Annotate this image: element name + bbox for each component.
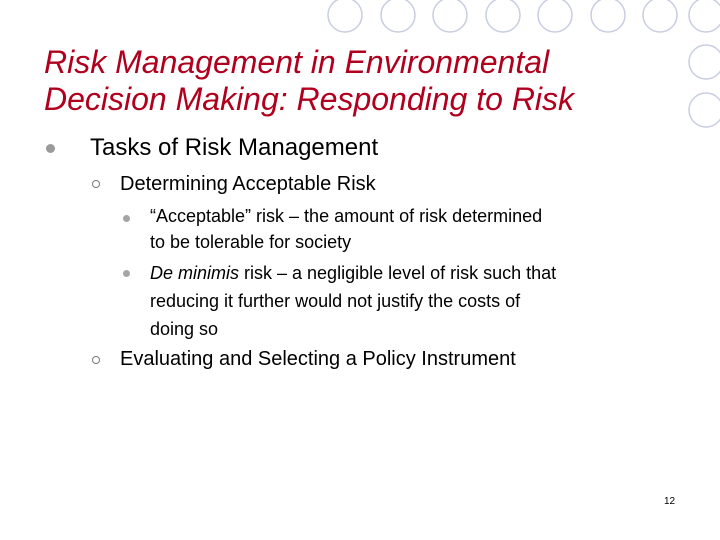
term-de-minimis: De minimis <box>150 263 240 283</box>
sub-bullet-determining-acceptable-risk: Determining Acceptable Risk <box>120 173 376 195</box>
bullet-tasks-of-risk-management: Tasks of Risk Management <box>90 134 379 161</box>
small-bullet-dot-icon <box>123 215 130 222</box>
hollow-bullet-icon <box>92 356 100 364</box>
definition-line <box>150 259 710 287</box>
definition-text: risk – a negligible level of risk such that <box>239 263 557 283</box>
deco-circle <box>328 0 362 32</box>
definition-line: to be tolerable for society <box>150 232 352 252</box>
deco-circle <box>538 0 572 32</box>
hollow-bullet-icon <box>92 180 100 188</box>
bullet-dot-icon <box>46 144 55 153</box>
title-line-1: Risk Management in Environmental <box>44 44 550 80</box>
deco-circle <box>381 0 415 32</box>
deco-circle <box>591 0 625 32</box>
definition-line: “Acceptable” risk – the amount of risk determined <box>150 206 543 226</box>
page-number: 12 <box>664 496 676 507</box>
deco-circle <box>486 0 520 32</box>
deco-circle <box>689 0 720 32</box>
title-line-2: Decision Making: Responding to Risk <box>44 81 575 117</box>
deco-circle <box>433 0 467 32</box>
sub-bullet-evaluating-policy-instrument: Evaluating and Selecting a Policy Instrument <box>120 348 516 370</box>
definition-acceptable-risk <box>150 203 710 255</box>
definition-line: doing so <box>150 319 219 339</box>
small-bullet-dot-icon <box>123 270 130 277</box>
slide-title <box>44 44 704 118</box>
definition-de-minimis-risk <box>150 259 710 343</box>
definition-line: reducing it further would not justify the costs of <box>150 291 521 311</box>
deco-circle <box>643 0 677 32</box>
